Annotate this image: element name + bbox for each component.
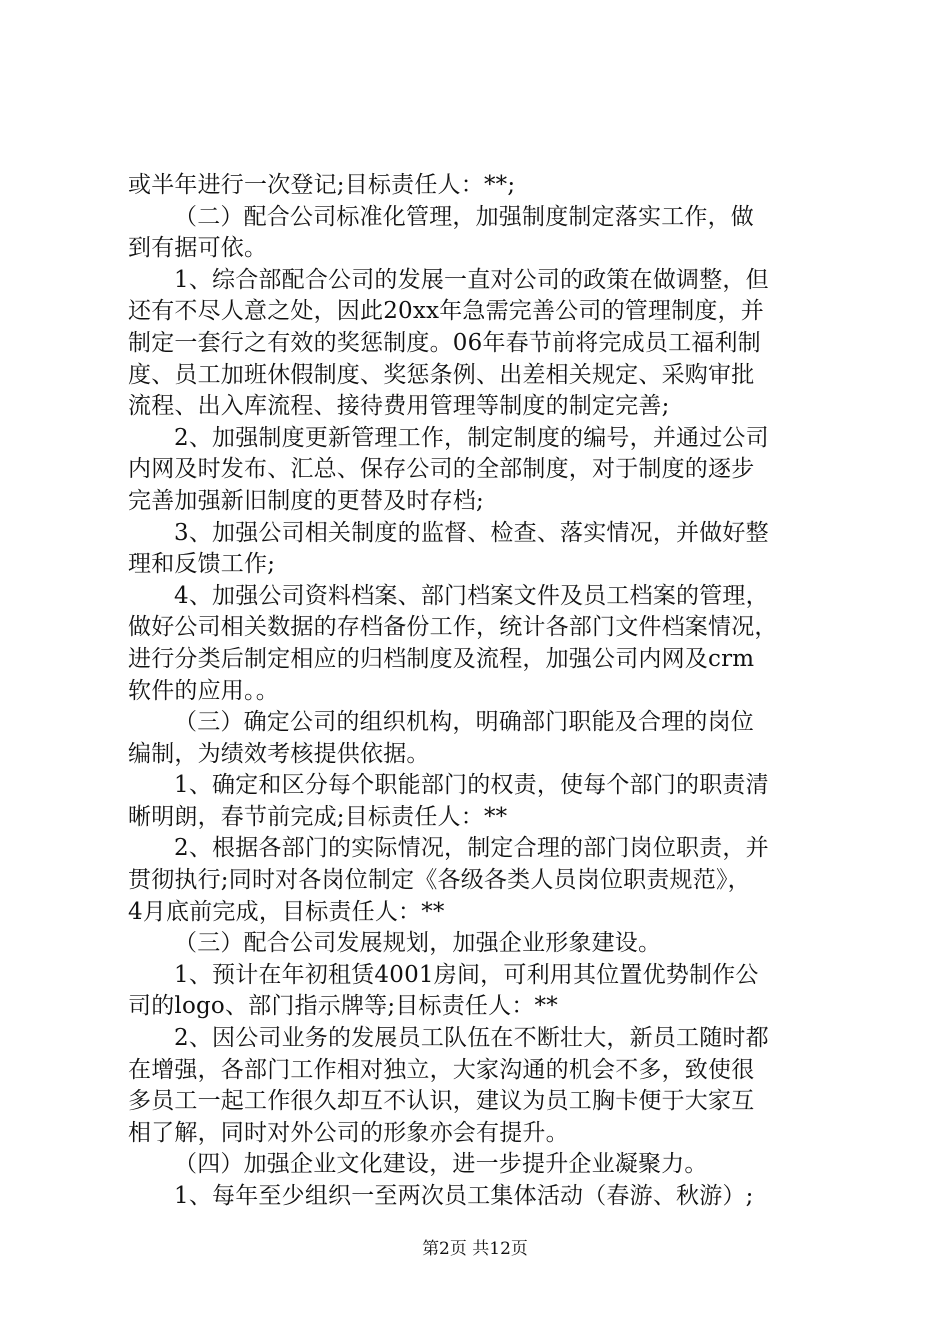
text-line: 制定一套行之有效的奖惩制度。06年春节前将完成员工福利制 <box>128 329 761 356</box>
text-line: 到有据可依。 <box>128 235 268 262</box>
text-line: 贯彻执行;同时对各岗位制定《各级各类人员岗位职责规范》， <box>128 867 751 894</box>
text-line: 相了解，同时对外公司的形象亦会有提升。 <box>128 1119 569 1146</box>
text-line: （二）配合公司标准化管理，加强制度制定落实工作，做 <box>174 203 754 230</box>
text-line: 2、根据各部门的实际情况，制定合理的部门岗位职责，并 <box>174 835 769 862</box>
text-line: 晰明朗，春节前完成;目标责任人：** <box>128 803 508 830</box>
text-line: 理和反馈工作; <box>128 551 276 578</box>
text-line: 完善加强新旧制度的更替及时存档; <box>128 487 484 514</box>
text-line: 在增强，各部门工作相对独立，大家沟通的机会不多，致使很 <box>128 1056 755 1083</box>
text-line: 多员工一起工作很久却互不认识，建议为员工胸卡便于大家互 <box>128 1088 755 1115</box>
text-line: （三）确定公司的组织机构，明确部门职能及合理的岗位 <box>174 709 754 736</box>
text-line: 4、加强公司资料档案、部门档案文件及员工档案的管理， <box>174 582 769 609</box>
text-line: 编制，为绩效考核提供依据。 <box>128 740 430 767</box>
text-line: 3、加强公司相关制度的监督、检查、落实情况，并做好整 <box>174 519 769 546</box>
page-footer: 第2页 共12页 <box>422 1239 528 1259</box>
text-line: 内网及时发布、汇总、保存公司的全部制度，对于制度的逐步 <box>128 456 755 483</box>
text-line: 做好公司相关数据的存档备份工作，统计各部门文件档案情况， <box>128 614 778 641</box>
text-line: 或半年进行一次登记;目标责任人：**; <box>128 172 516 198</box>
text-line: 1、每年至少组织一至两次员工集体活动（春游、秋游）; <box>174 1183 754 1209</box>
text-line: 2、加强制度更新管理工作，制定制度的编号，并通过公司 <box>174 424 769 451</box>
text-line: 还有不尽人意之处，因此20xx年急需完善公司的管理制度，并 <box>128 298 765 325</box>
text-line: 1、预计在年初租赁4001房间，可利用其位置优势制作公 <box>174 961 759 988</box>
text-line: 进行分类后制定相应的归档制度及流程，加强公司内网及crm <box>128 645 755 672</box>
text-line: 2、因公司业务的发展员工队伍在不断壮大，新员工随时都 <box>174 1025 769 1052</box>
document-body <box>128 170 840 1213</box>
text-line: 1、确定和区分每个职能部门的权责，使每个部门的职责清 <box>174 772 769 799</box>
text-line: （三）配合公司发展规划，加强企业形象建设。 <box>174 930 662 957</box>
text-line: 4月底前完成，目标责任人：** <box>128 898 445 925</box>
text-line: 司的logo、部门指示牌等;目标责任人：** <box>128 993 558 1020</box>
text-line: 软件的应用。。 <box>128 677 279 704</box>
text-line: 流程、出入库流程、接待费用管理等制度的制定完善; <box>128 393 670 420</box>
text-line: 1、综合部配合公司的发展一直对公司的政策在做调整，但 <box>174 266 769 293</box>
text-line: （四）加强企业文化建设，进一步提升企业凝聚力。 <box>174 1151 708 1178</box>
text-line: 度、员工加班休假制度、奖惩条例、出差相关规定、采购审批 <box>128 361 755 388</box>
